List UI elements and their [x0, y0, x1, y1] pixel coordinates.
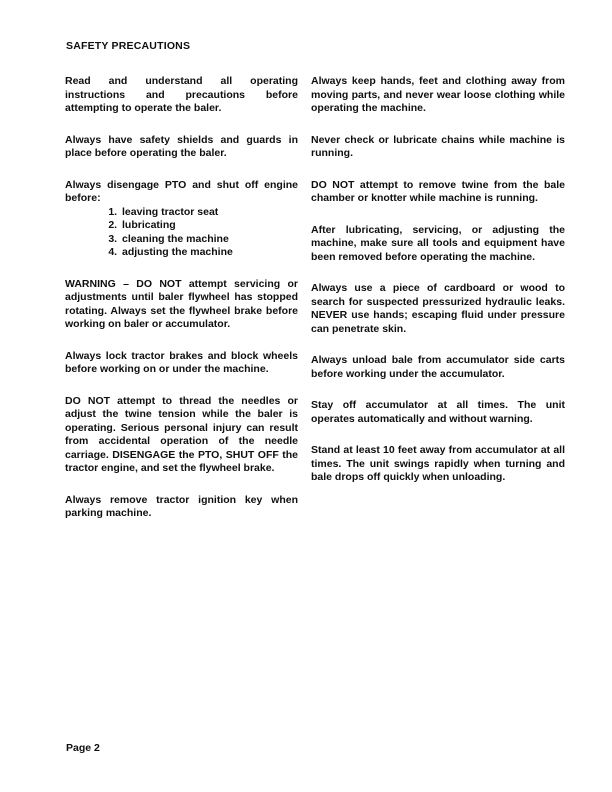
list-item: 1. leaving tractor seat: [120, 206, 298, 220]
page-header-title: SAFETY PRECAUTIONS: [66, 40, 191, 52]
right-column: [311, 75, 565, 539]
safety-paragraph: DO NOT attempt to thread the needles or adjust the twine tension while the baler is operating. Serious personal injury can result from accidental operation of the needle carriage. DISENGAGE the PTO, SHUT OFF the tractor engine, and set the flywheel brake.: [65, 394, 298, 474]
list-item: 2. lubricating: [120, 219, 298, 233]
shutdown-steps-list: [65, 206, 298, 260]
list-item: 3. cleaning the machine: [120, 233, 298, 247]
page-number: Page 2: [66, 742, 100, 754]
safety-paragraph: Always unload bale from accumulator side carts before working under the accumulator.: [311, 354, 565, 380]
safety-paragraph: Always use a piece of cardboard or wood to search for suspected pressurized hydraulic leaks. NEVER use hands; escaping fluid under pressure can penetrate skin.: [311, 282, 565, 335]
safety-paragraph: Always lock tractor brakes and block wheels before working on or under the machine.: [65, 349, 298, 375]
safety-paragraph: Always disengage PTO and shut off engine before:: [65, 178, 298, 204]
safety-paragraph: Never check or lubricate chains while machine is running.: [311, 133, 565, 159]
left-column: [65, 75, 298, 539]
safety-paragraph: Stand at least 10 feet away from accumulator at all times. The unit swings rapidly when turning and bale drops off quickly when unloading.: [311, 444, 565, 483]
safety-paragraph: Always have safety shields and guards in place before operating the baler.: [65, 133, 298, 159]
safety-paragraph: After lubricating, servicing, or adjusting the machine, make sure all tools and equipment have been removed before operating the machine.: [311, 223, 565, 263]
page-body: [65, 75, 565, 539]
safety-paragraph: DO NOT attempt to remove twine from the bale chamber or knotter while machine is running.: [311, 178, 565, 204]
safety-paragraph: Stay off accumulator at all times. The unit operates automatically and without warning.: [311, 399, 565, 425]
safety-paragraph: Always remove tractor ignition key when parking machine.: [65, 493, 298, 519]
safety-paragraph: Read and understand all operating instructions and precautions before attempting to operate the baler.: [65, 75, 298, 114]
safety-paragraph: Always keep hands, feet and clothing away from moving parts, and never wear loose clothing while operating the machine.: [311, 75, 565, 114]
list-item: 4. adjusting the machine: [120, 246, 298, 260]
warning-paragraph: WARNING – DO NOT attempt servicing or adjustments until baler flywheel has stopped rotating. Always set the flywheel brake before working on baler or accumulator.: [65, 277, 298, 330]
